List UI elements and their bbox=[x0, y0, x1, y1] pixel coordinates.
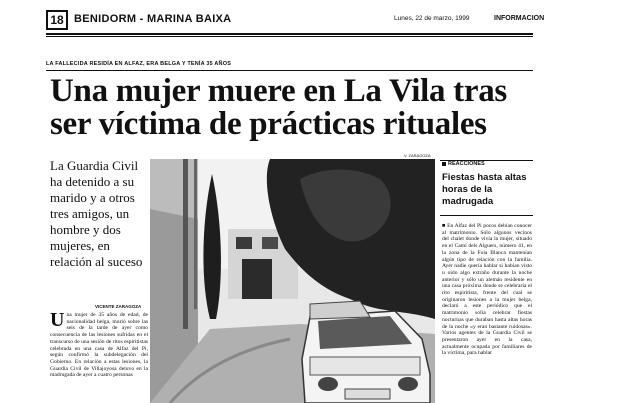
kicker: LA FALLECIDA RESIDÍA EN ALFAZ, ERA BELGA Y TENÍA 35 AÑOS bbox=[46, 61, 232, 67]
masthead bbox=[46, 10, 545, 32]
square-bullet-icon bbox=[442, 162, 446, 166]
sidebar-text: En Alfaz del Pi pocos debían conocer al matrimonio. Sólo algunos vecinos del chalet donde vivía la mujer, situado en el Camí dels Alguers, número 41, en la zona de la Foia Blanca mantenían algún tipo de relación con la familia. Ayer nadie quería hablar si habían visto u oído algo extraño durante la noche anterior y sólo un alemán residente en una casa próxima donde se celebraría el rito espiritista, frente del cual se originaron lesiones a la mujer belga, declaró a este periódico que el matrimonio solía celebrar fiestas nocturnas que duraban hasta altas horas de la noche «y eran bastante ruidosas». Varios agentes de la Guardia Civil se presentaron ayer en la casa, actualmente ocupada por familiares de la víctima, para hablar bbox=[442, 223, 532, 357]
page-number: 18 bbox=[50, 13, 64, 27]
sidebar-body bbox=[442, 223, 532, 357]
photo-credit: V. ZARAGOZA bbox=[404, 153, 431, 158]
kicker-rule bbox=[46, 70, 533, 71]
sidebar-title: Fiestas hasta altas horas de la madrugada bbox=[442, 172, 527, 207]
dateline: Lunes, 22 de marzo, 1999 bbox=[394, 15, 470, 22]
newspaper-name: INFORMACION bbox=[494, 15, 545, 22]
drop-cap: U bbox=[50, 309, 65, 331]
section-title: BENIDORM - MARINA BAIXA bbox=[74, 13, 232, 25]
headline: Una mujer muere en La Vila tras ser víctima de prácticas rituales bbox=[50, 73, 507, 142]
page-number-box bbox=[46, 10, 68, 30]
article-body bbox=[50, 309, 148, 379]
bullet-icon: ■ bbox=[442, 223, 448, 229]
masthead-rule-thin bbox=[46, 36, 533, 37]
sidebar-label-text: REACCIONES bbox=[448, 161, 485, 167]
masthead-rule-thick bbox=[46, 33, 533, 35]
byline: VICENTE ZARAGOZA bbox=[95, 304, 142, 309]
lede: La Guardia Civil ha detenido a su marido y a otros tres amigos, un hombre y dos mujeres, en relación al suceso bbox=[50, 158, 143, 269]
news-photo bbox=[150, 159, 435, 403]
sidebar-label bbox=[442, 161, 485, 167]
photo-house-car bbox=[150, 159, 435, 403]
article-text: na mujer de 35 años de edad, de nacionalidad belga, murió sobre las seis de la tarde de ayer como consecuencia de las lesiones sufridas en el transcurso de una sesión de ritos espiritistas celebrada en una casa de Alfaz del Pi, según confirmó la subdelegación del Gobierno. En relación a estas lesiones, la Guardia Civil de Villajoyosa detuvo en la madrugada de ayer a cuatro personas bbox=[50, 312, 148, 379]
sidebar-title-rule bbox=[440, 215, 533, 216]
